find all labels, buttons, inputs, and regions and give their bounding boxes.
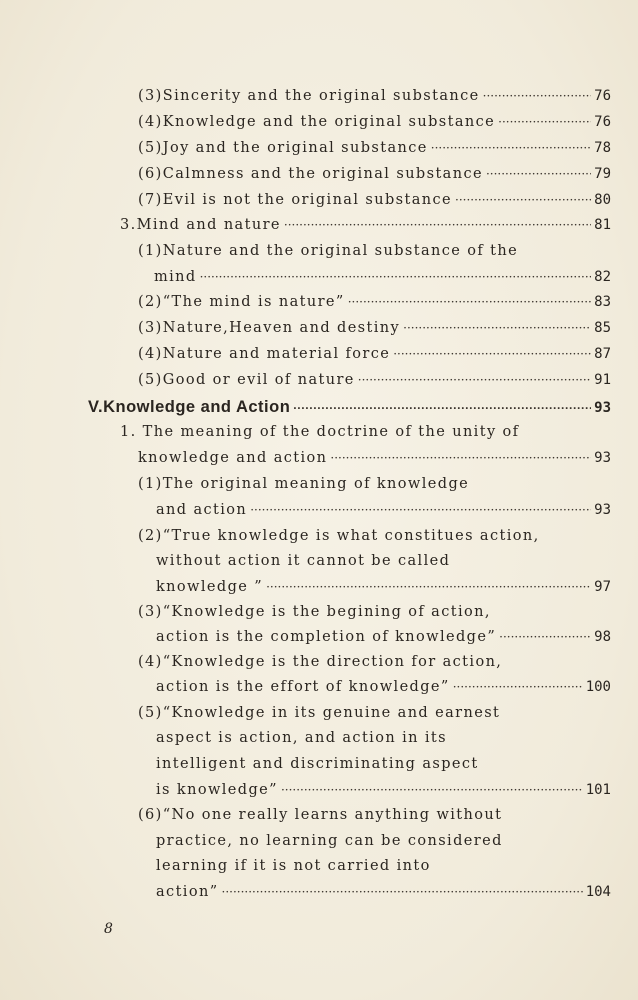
toc-entry xyxy=(138,476,611,502)
toc-entry-page: 97 xyxy=(594,579,611,595)
toc-entry-page: 82 xyxy=(594,269,611,285)
dot-leader xyxy=(498,115,591,129)
toc-entry-title: (5)Joy and the original substance xyxy=(138,140,428,156)
toc-entry xyxy=(156,833,611,859)
toc-entry-page: 85 xyxy=(594,320,611,336)
toc-entry-title: (1)The original meaning of knowledge xyxy=(138,476,470,492)
toc-entry xyxy=(156,679,611,705)
toc-entry-title: (6)“No one really learns anything without xyxy=(138,807,503,823)
dot-leader xyxy=(281,783,583,797)
toc-entry-page: 80 xyxy=(594,192,611,208)
toc-entry-title: (6)Calmness and the original substance xyxy=(138,166,483,182)
toc-entry xyxy=(138,114,611,140)
toc-entry xyxy=(138,320,611,346)
toc-entry xyxy=(138,88,611,114)
toc-entry-title: 3.Mind and nature xyxy=(120,217,281,233)
dot-leader xyxy=(486,167,591,181)
toc-entry-title: (2)“True knowledge is what constitues action, xyxy=(138,528,540,544)
toc-entry-page: 79 xyxy=(594,166,611,182)
toc-entry-page: 98 xyxy=(594,629,611,645)
toc-entry-page: 91 xyxy=(594,372,611,388)
toc-entry xyxy=(138,166,611,192)
toc-entry-page: 83 xyxy=(594,294,611,310)
toc-entry-title: (7)Evil is not the original substance xyxy=(138,192,453,208)
toc-entry-page: 100 xyxy=(585,679,611,695)
toc-entry-title: (4)“Knowledge is the direction for action, xyxy=(138,654,503,670)
toc-entry xyxy=(156,553,611,579)
dot-leader xyxy=(393,347,591,361)
dot-leader xyxy=(455,193,591,207)
toc-entry xyxy=(120,424,611,450)
dot-leader xyxy=(250,503,591,517)
toc-entry xyxy=(138,807,611,833)
toc-entry xyxy=(156,629,611,655)
toc-entry xyxy=(138,346,611,372)
toc-entry-title: V.Knowledge and Action xyxy=(88,398,291,416)
toc-entry-title: aspect is action, and action in its xyxy=(156,730,447,746)
toc-entry xyxy=(138,294,611,320)
toc-entry-title: (4)Knowledge and the original substance xyxy=(138,114,496,130)
toc-entry-title: (5)Good or evil of nature xyxy=(138,372,355,388)
toc-entry xyxy=(156,730,611,756)
dot-leader xyxy=(348,295,591,309)
dot-leader xyxy=(266,580,591,594)
toc-entry xyxy=(138,604,611,630)
toc-entry-title: knowledge and action xyxy=(138,450,328,466)
toc-entry-title: practice, no learning can be considered xyxy=(156,833,503,849)
toc-entry-title: (3)Nature,Heaven and destiny xyxy=(138,320,401,336)
dot-leader xyxy=(330,451,591,465)
toc-entry xyxy=(120,217,611,243)
dot-leader xyxy=(358,373,591,387)
toc-entry-title: action” xyxy=(156,884,219,900)
dot-leader xyxy=(453,680,583,694)
toc-entry-title: (4)Nature and material force xyxy=(138,346,391,362)
toc-chapter-entry xyxy=(88,398,611,424)
toc-entry-title: is knowledge” xyxy=(156,782,278,798)
toc-entry xyxy=(156,782,611,808)
toc-entry xyxy=(156,858,611,884)
dot-leader xyxy=(431,141,591,155)
dot-leader xyxy=(403,321,591,335)
toc-entry xyxy=(138,140,611,166)
toc-entry-page: 78 xyxy=(594,140,611,156)
toc-entry-page: 104 xyxy=(585,884,611,900)
toc-entry-title: action is the completion of knowledge” xyxy=(156,629,497,645)
toc-entry-page: 76 xyxy=(594,114,611,130)
toc-entry-title: mind xyxy=(154,269,197,285)
toc-entry-title: and action xyxy=(156,502,248,518)
toc-entry-page: 93 xyxy=(594,502,611,518)
toc-entry xyxy=(156,502,611,528)
toc-entry xyxy=(138,705,611,731)
toc-entry-page: 93 xyxy=(594,400,611,416)
dot-leader xyxy=(284,218,591,232)
toc-entry-title: (3)“Knowledge is the begining of action, xyxy=(138,604,491,620)
toc-entry-page: 101 xyxy=(585,782,611,798)
dot-leader xyxy=(483,89,592,103)
toc-entry xyxy=(156,884,611,910)
toc-entry xyxy=(154,269,611,295)
toc-entry-page: 76 xyxy=(594,88,611,104)
toc-entry-title: learning if it is not carried into xyxy=(156,858,431,874)
toc-entry xyxy=(138,372,611,398)
toc-entry xyxy=(156,756,611,782)
toc-entry-page: 93 xyxy=(594,450,611,466)
toc-entry-title: without action it cannot be called xyxy=(156,553,451,569)
toc-entry xyxy=(138,654,611,680)
dot-leader xyxy=(293,401,591,415)
toc-entry xyxy=(156,579,611,605)
toc-entry-title: knowledge ” xyxy=(156,579,264,595)
toc-entry-title: (1)Nature and the original substance of the xyxy=(138,243,519,259)
dot-leader xyxy=(222,885,583,899)
toc-entry xyxy=(138,243,611,269)
dot-leader xyxy=(499,630,591,644)
toc-entry-title: (5)“Knowledge in its genuine and earnest xyxy=(138,705,501,721)
toc-entry xyxy=(138,192,611,218)
toc-entry-title: (3)Sincerity and the original substance xyxy=(138,88,480,104)
page-number: 8 xyxy=(104,921,113,937)
toc-entry-page: 81 xyxy=(594,217,611,233)
toc-entry-title: 1. The meaning of the doctrine of the unity of xyxy=(120,424,520,440)
toc-entry xyxy=(138,450,611,476)
toc-entry xyxy=(138,528,611,554)
toc-entry-title: action is the effort of knowledge” xyxy=(156,679,450,695)
toc-entry-title: (2)“The mind is nature” xyxy=(138,294,345,310)
toc-entry-title: intelligent and discriminating aspect xyxy=(156,756,479,772)
dot-leader xyxy=(200,270,592,284)
toc-entry-page: 87 xyxy=(594,346,611,362)
